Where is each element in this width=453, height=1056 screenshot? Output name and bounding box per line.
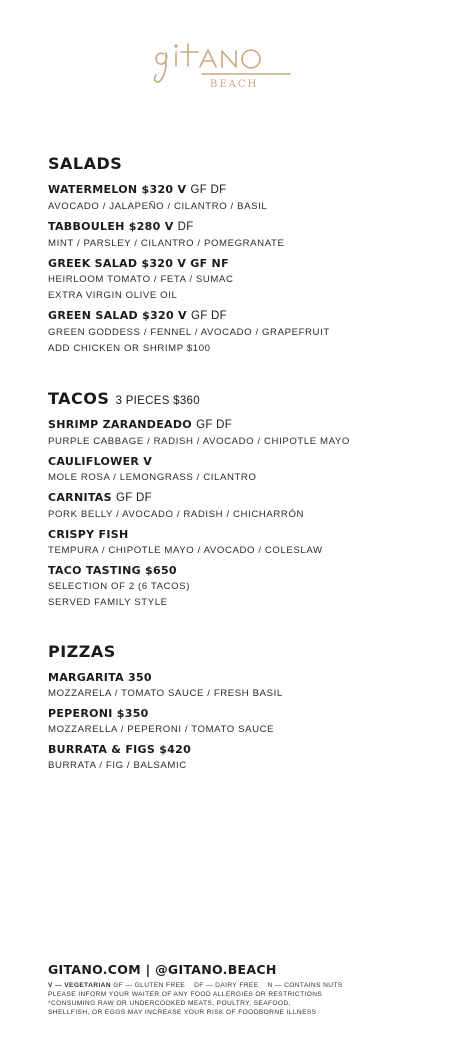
- menu-item: [48, 741, 438, 774]
- menu-item-name-row: [48, 489, 438, 507]
- menu-item-name-row: [48, 453, 438, 470]
- menu-item-name-row: [48, 218, 438, 236]
- dietary-legend: [48, 981, 438, 990]
- section-title: PIZZAS: [48, 642, 116, 661]
- menu-item: [48, 669, 438, 702]
- menu-item: [48, 307, 438, 357]
- menu-item: [48, 562, 438, 611]
- menu-item-description: AVOCADO / JALAPEÑO / CILANTRO / BASIL: [48, 201, 268, 212]
- menu-item-description: SERVED FAMILY STYLE: [48, 597, 168, 608]
- menu-item-name: CARNITAS: [48, 491, 112, 504]
- legend-vegetarian: V — VEGETARIAN: [48, 982, 111, 989]
- menu-item-description: MOZZARELLA / PEPERONI / TOMATO SAUCE: [48, 724, 275, 735]
- section-title: SALADS: [48, 154, 123, 173]
- item-list: [48, 669, 438, 774]
- menu-item-tags: DF: [177, 221, 194, 233]
- menu-item-name-row: [48, 741, 438, 758]
- menu-item-description: TEMPURA / CHIPOTLE MAYO / AVOCADO / COLESLAW: [48, 545, 323, 556]
- menu-item-name: BURRATA & FIGS $420: [48, 743, 192, 756]
- menu-item: [48, 181, 438, 215]
- menu-item-description: HEIRLOOM TOMATO / FETA / SUMAC: [48, 274, 234, 285]
- logo-mark: [150, 40, 300, 95]
- section-subtitle: 3 PIECES $360: [115, 395, 200, 407]
- section-salads: [48, 154, 438, 360]
- menu-item-description: GREEN GODDESS / FENNEL / AVOCADO / GRAPEFRUIT: [48, 327, 330, 338]
- item-list: [48, 416, 438, 611]
- menu-item-tags: GF DF: [190, 184, 227, 196]
- menu-item-tags: GF DF: [196, 419, 233, 431]
- menu-item: [48, 416, 438, 450]
- menu-item-name: GREEK SALAD $320 V GF NF: [48, 257, 229, 270]
- menu-item-name: CRISPY FISH: [48, 528, 129, 541]
- menu-item: [48, 218, 438, 252]
- section-pizzas: [48, 642, 438, 777]
- menu-item: [48, 705, 438, 738]
- section-tacos: [48, 389, 438, 614]
- menu-item-description: PURPLE CABBAGE / RADISH / AVOCADO / CHIPOTLE MAYO: [48, 436, 350, 447]
- menu-item-name-row: [48, 562, 438, 579]
- menu-item-name: GREEN SALAD $320 V: [48, 309, 187, 322]
- menu-item-description: BURRATA / FIG / BALSAMIC: [48, 760, 187, 771]
- menu-item: [48, 489, 438, 523]
- menu-item-name: MARGARITA 350: [48, 671, 152, 684]
- footer-note: *CONSUMING RAW OR UNDERCOOKED MEATS, POULTRY, SEAFOOD,: [48, 1000, 291, 1007]
- menu-item-name: CAULIFLOWER V: [48, 455, 153, 468]
- menu-item-description: MOZZARELA / TOMATO SAUCE / FRESH BASIL: [48, 688, 283, 699]
- menu-item-tags: GF DF: [190, 310, 227, 322]
- menu-item-description: ADD CHICKEN OR SHRIMP $100: [48, 343, 211, 354]
- menu-item-name: SHRIMP ZARANDEADO: [48, 418, 192, 431]
- menu-item-name: PEPERONI $350: [48, 707, 149, 720]
- menu-item-name-row: [48, 255, 438, 272]
- menu-item-name: TACO TASTING $650: [48, 564, 177, 577]
- section-title-text: TACOS: [48, 389, 110, 408]
- menu-item-name-row: [48, 669, 438, 686]
- menu-item-name: TABBOULEH $280 V: [48, 220, 174, 233]
- menu-item-description: MINT / PARSLEY / CILANTRO / POMEGRANATE: [48, 238, 285, 249]
- footer-note: PLEASE INFORM YOUR WAITER OF ANY FOOD ALLERGIES OR RESTRICTIONS: [48, 991, 323, 998]
- item-list: [48, 181, 438, 357]
- menu-item: [48, 526, 438, 559]
- menu-item-description: MOLE ROSA / LEMONGRASS / CILANTRO: [48, 472, 257, 483]
- menu-item-name-row: [48, 705, 438, 722]
- logo-sub-text: BEACH: [210, 79, 259, 90]
- menu-item-description: SELECTION OF 2 (6 TACOS): [48, 581, 190, 592]
- menu-item-description: EXTRA VIRGIN OLIVE OIL: [48, 290, 178, 301]
- gitano-beach-logo: [150, 40, 300, 95]
- menu-item: [48, 255, 438, 304]
- footer-website-link[interactable]: GITANO.COM | @GITANO.BEACH: [48, 962, 277, 977]
- menu-item-name-row: [48, 416, 438, 434]
- footer: [48, 962, 438, 1017]
- menu-item-name-row: [48, 307, 438, 325]
- legend-other: GF — GLUTEN FREE DF — DAIRY FREE N — CONTAINS NUTS: [113, 982, 343, 989]
- footer-note: SHELLFISH, OR EGGS MAY INCREASE YOUR RISK OF FOODBORNE ILLNESS: [48, 1009, 317, 1016]
- menu-item-tags: GF DF: [115, 492, 152, 504]
- menu-item-name-row: [48, 181, 438, 199]
- menu-item-description: PORK BELLY / AVOCADO / RADISH / CHICHARRÓN: [48, 509, 305, 520]
- section-title: [48, 389, 438, 408]
- menu-item: [48, 453, 438, 486]
- menu-item-name-row: [48, 526, 438, 543]
- menu-item-name: WATERMELON $320 V: [48, 183, 187, 196]
